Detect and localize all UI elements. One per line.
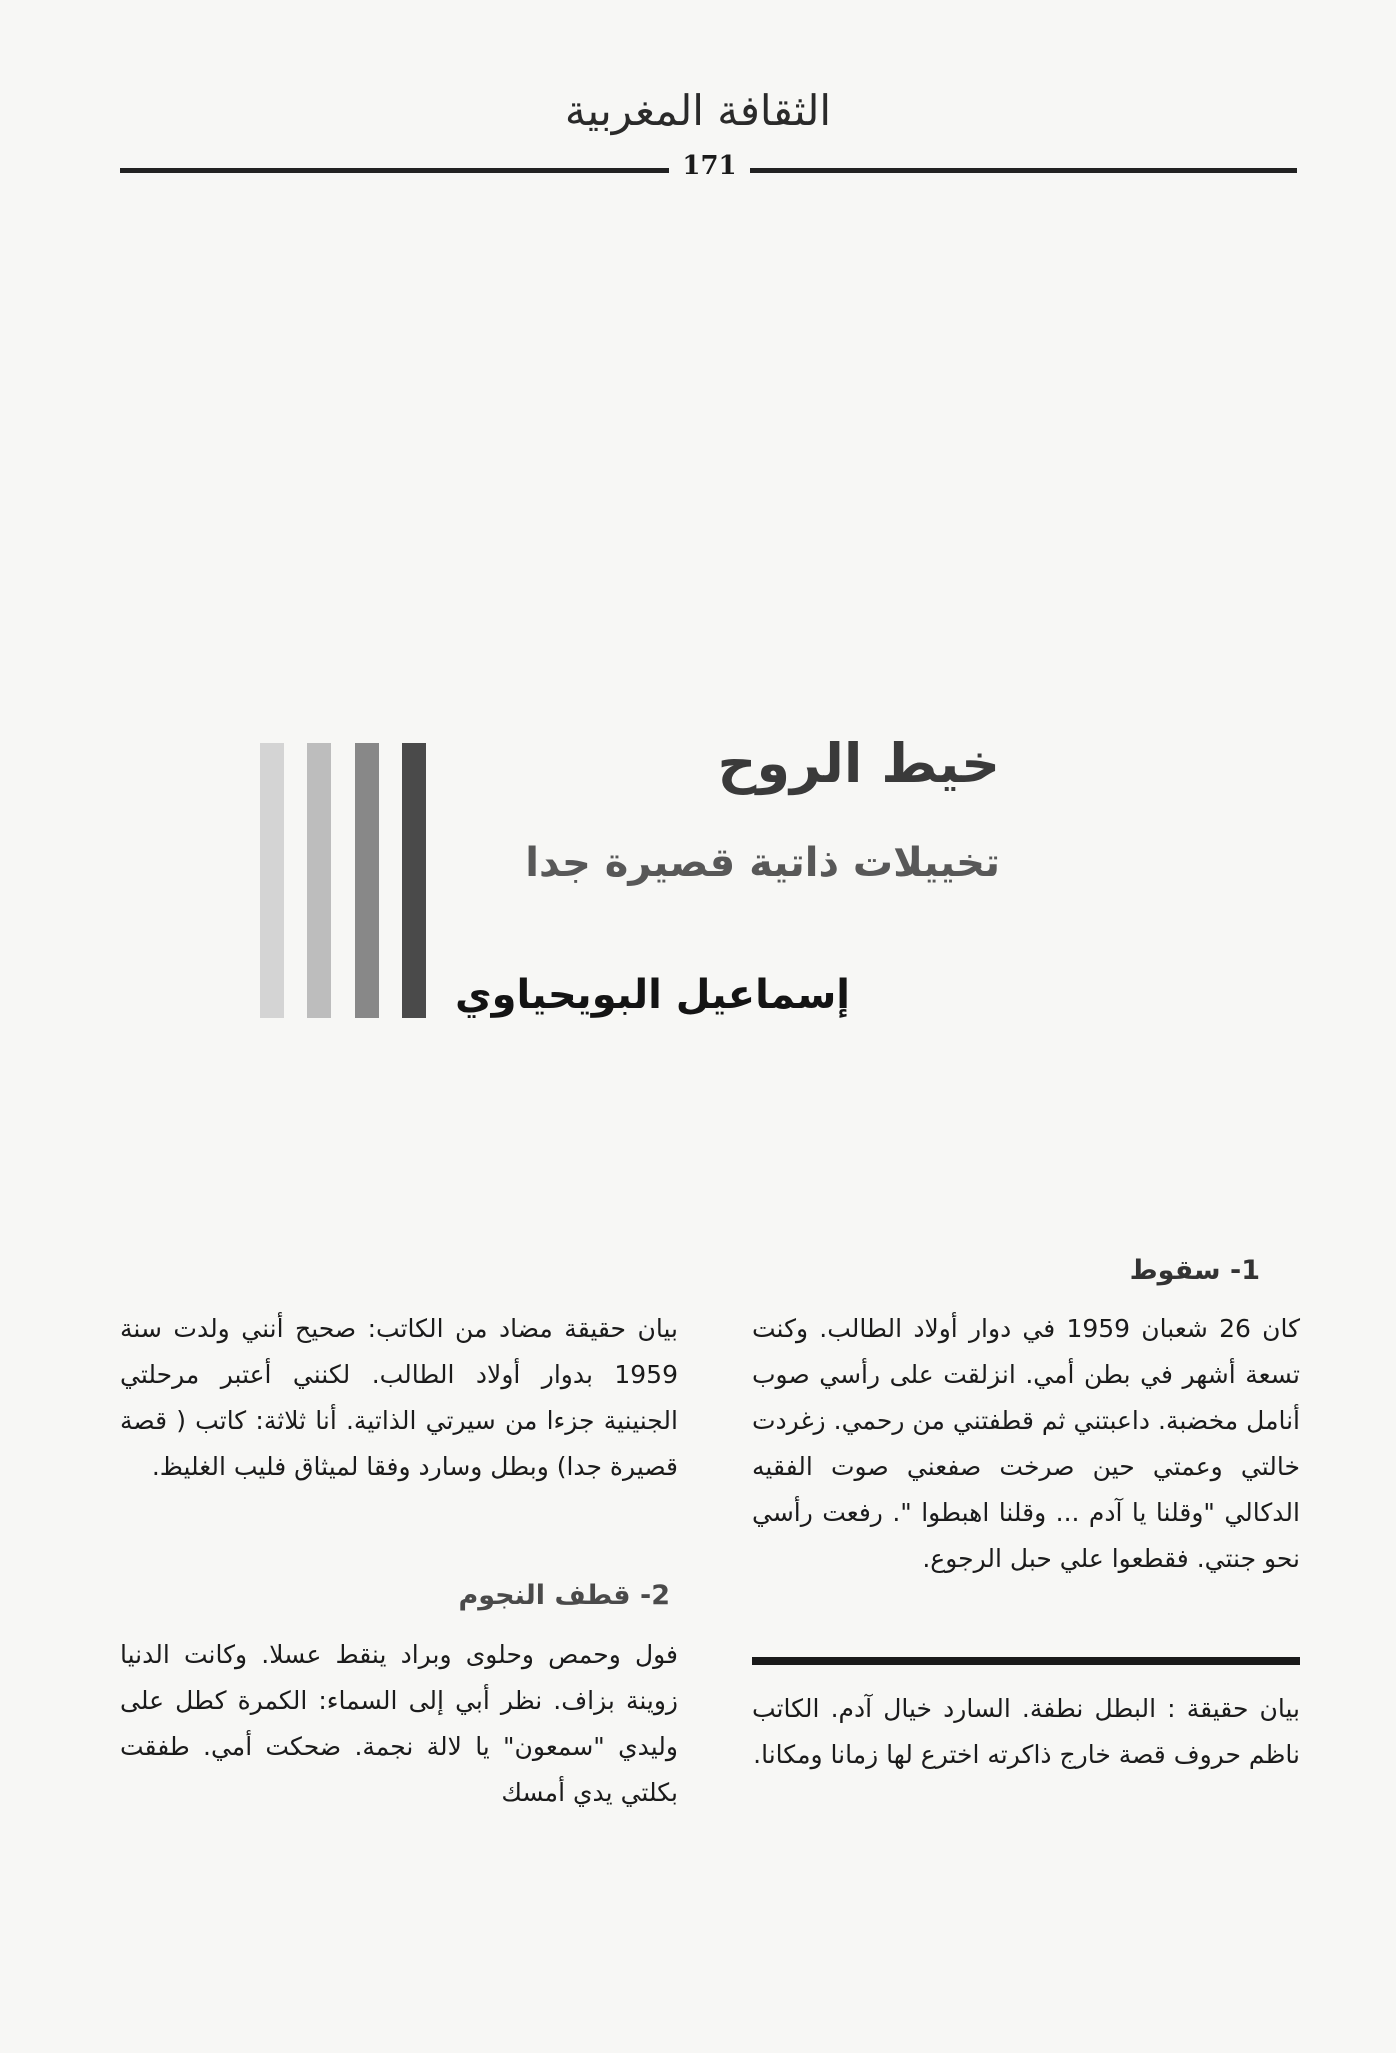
section-2-paragraph: فول وحمص وحلوى وبراد ينقط عسلا. وكانت الدنيا زوينة بزاف. نظر أبي إلى السماء: الكمرة كطل على وليدي "سمعون" يا لالة نجمة. ضحكت أمي. طفقت بكلتي يدي أمسك xyxy=(120,1640,678,1807)
section-1-note-text: بيان حقيقة : البطل نطفة. السارد خيال آدم. الكاتب ناظم حروف قصة خارج ذاكرته اخترع لها زمانا ومكانا. xyxy=(752,1694,1300,1769)
decorative-bar xyxy=(307,743,331,1018)
section-divider xyxy=(752,1657,1300,1665)
counter-note xyxy=(120,1306,678,1490)
decorative-bars xyxy=(260,743,430,1018)
article-author: إسماعيل البويحياوي xyxy=(454,972,850,1018)
journal-title: الثقافة المغربية xyxy=(564,86,832,135)
counter-note-text: بيان حقيقة مضاد من الكاتب: صحيح أنني ولدت سنة 1959 بدوار أولاد الطالب. لكنني أعتبر مرحلتي الجنينية جزءا من سيرتي الذاتية. أنا ثلاثة: كاتب ( قصة قصيرة جدا) وبطل وسارد وفقا لميثاق فليب الغليظ. xyxy=(120,1314,678,1481)
header-rule-left xyxy=(120,168,669,173)
article-subtitle: تخييلات ذاتية قصيرة جدا xyxy=(525,840,1000,886)
section-heading-2: 2- قطف النجوم xyxy=(458,1580,670,1611)
section-1-body xyxy=(752,1306,1300,1582)
page-number: 171 xyxy=(682,151,737,181)
section-1-note xyxy=(752,1686,1300,1778)
section-heading-1: 1- سقوط xyxy=(1129,1255,1260,1286)
header-rule-right xyxy=(750,168,1297,173)
decorative-bar xyxy=(355,743,379,1018)
article-title: خيط الروح xyxy=(717,732,1000,795)
section-1-paragraph: كان 26 شعبان 1959 في دوار أولاد الطالب. وكنت تسعة أشهر في بطن أمي. انزلقت على رأسي صوب أنامل مخضبة. داعبتني ثم قطفتني من رحمي. زغردت خالتي وعمتي حين صرخت صفعني صوت الفقيه الدكالي "وقلنا يا آدم ... وقلنا اهبطوا ". رفعت رأسي نحو جنتي. فقطعوا علي حبل الرجوع. xyxy=(752,1314,1301,1573)
section-2-body xyxy=(120,1632,678,1816)
decorative-bar xyxy=(260,743,284,1018)
